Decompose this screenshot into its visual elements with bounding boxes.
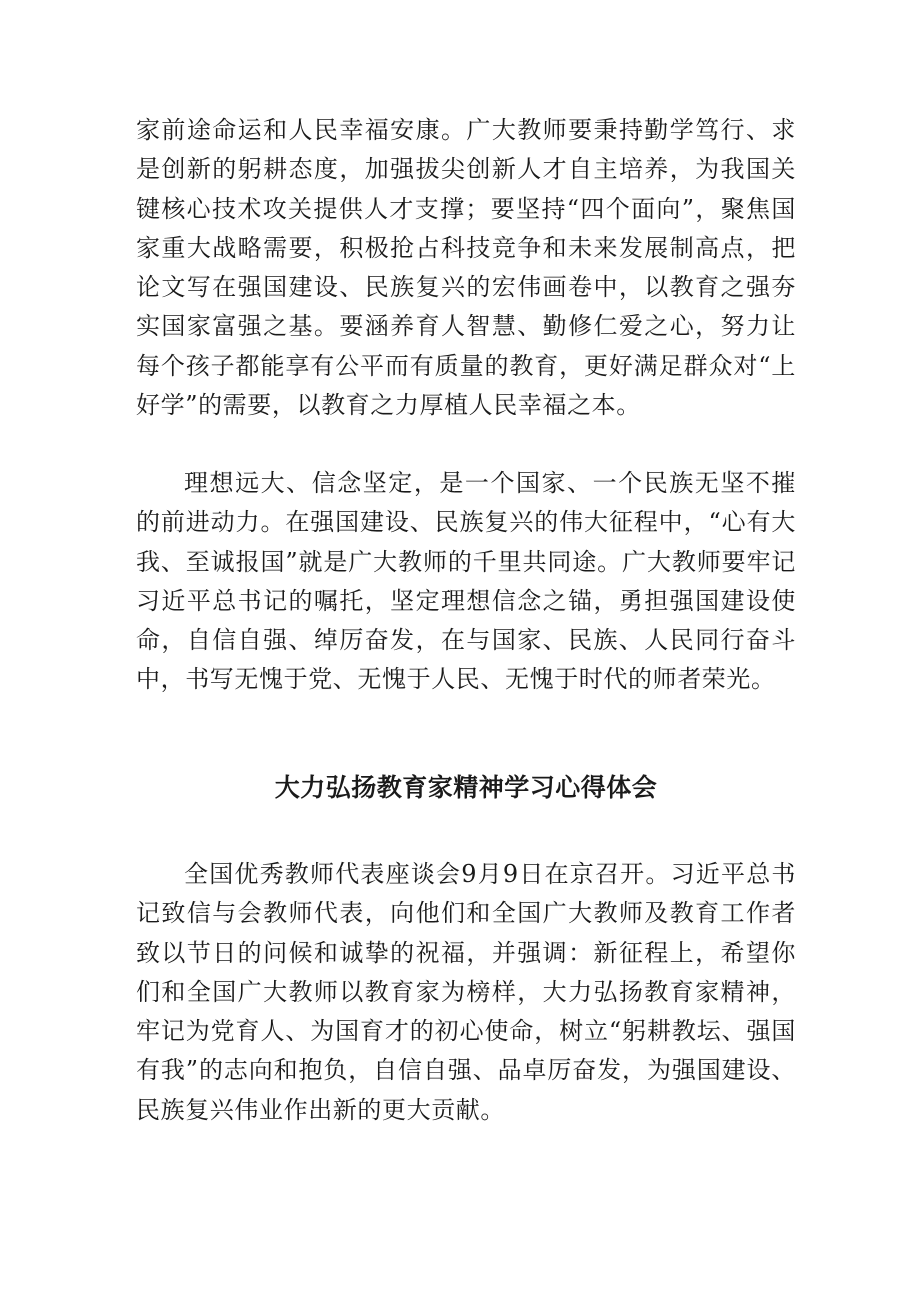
body-paragraph-2: 理想远大、信念坚定，是一个国家、一个民族无坚不摧的前进动力。在强国建设、民族复兴的伟大征程中，“心有大我、至诚报国”就是广大教师的千里共同途。广大教师要牢记习近平总书记的嘱托，坚定理想信念之锚，勇担强国建设使命，自信自强、绰厉奋发，在与国家、民族、人民同行奋斗中，书写无愧于党、无愧于人民、无愧于时代的师者荣光。 [136,469,796,694]
section-title: 大力弘扬教育家精神学习心得体会 [274,773,658,802]
body-paragraph-1: 家前途命运和人民幸福安康。广大教师要秉持勤学笃行、求是创新的躬耕态度，加强拔尖创新人才自主培养，为我国关键核心技术攻关提供人才支撑；要坚持“四个面向”，聚焦国家重大战略需要，积极抢占科技竞争和未来发展制高点，把论文写在强国建设、民族复兴的宏伟画卷中，以教育之强夯实国家富强之基。要涵养育人智慧、勤修仁爱之心，努力让每个孩子都能享有公平而有质量的教育，更好满足群众对“上好学”的需要，以教育之力厚植人民幸福之本。 [136,116,796,420]
body-paragraph-3: 全国优秀教师代表座谈会9月9日在京召开。习近平总书记致信与会教师代表，向他们和全国广大教师及教育工作者致以节日的问候和诚挚的祝福，并强调：新征程上，希望你们和全国广大教师以教育家为榜样，大力弘扬教育家精神，牢记为党育人、为国育才的初心使命，树立“躬耕教坛、强国有我”的志向和抱负，自信自强、品卓厉奋发，为强国建设、民族复兴伟业作出新的更大贡献。 [136,860,796,1124]
